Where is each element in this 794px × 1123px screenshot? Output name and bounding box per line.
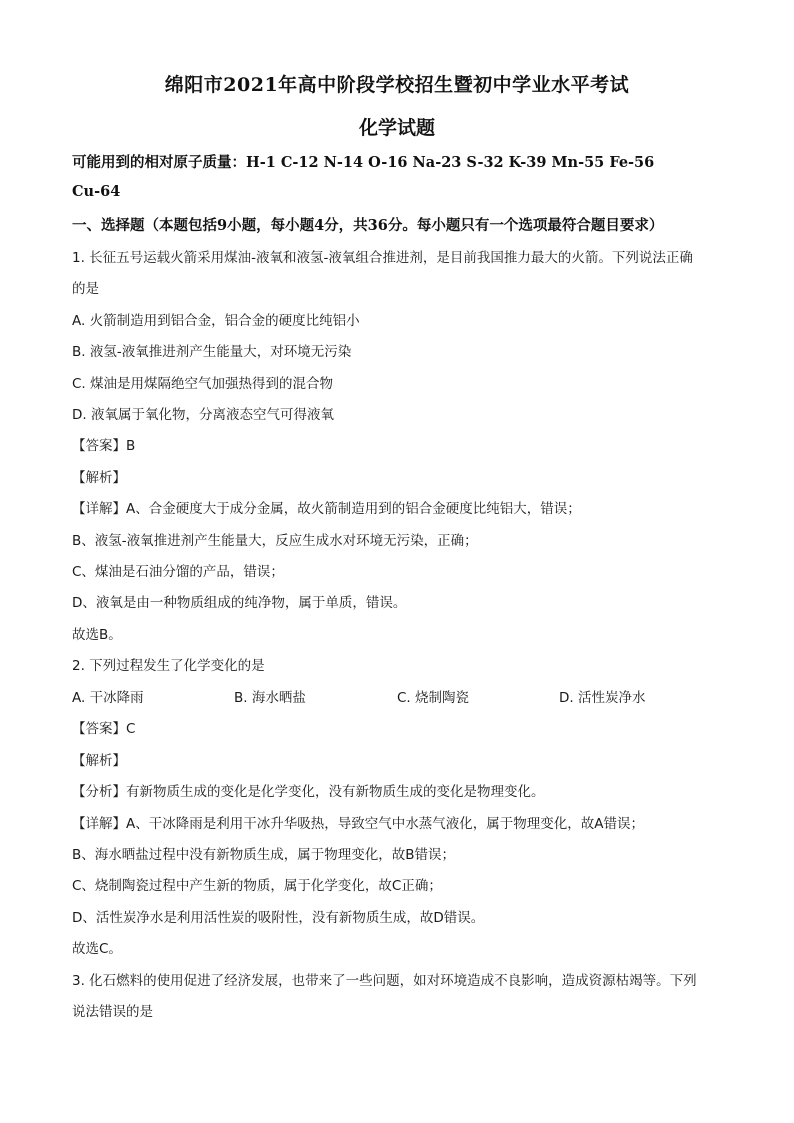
q3-stem-line-2: 说法错误的是 (72, 1004, 153, 1020)
q2-option-c: C. 烧制陶瓷 (397, 690, 470, 706)
q1-detail-c: C、煤油是石油分馏的产品，错误； (72, 564, 284, 580)
q2-stem: 2. 下列过程发生了化学变化的是 (72, 658, 265, 674)
q2-detail-b: B、海水晒盐过程中没有新物质生成，属于物理变化，故B错误； (72, 847, 456, 863)
q2-detail-c: C、烧制陶瓷过程中产生新的物质，属于化学变化，故C正确； (72, 878, 442, 894)
q2-conclusion: 故选C。 (72, 941, 122, 957)
q1-detail-d: D、液氧是由一种物质组成的纯净物，属于单质，错误。 (72, 595, 407, 611)
q2-answer: 【答案】C (72, 721, 136, 737)
q2-detail-d: D、活性炭净水是利用活性炭的吸附性，没有新物质生成，故D错误。 (72, 910, 485, 926)
q2-detail-a: 【详解】A、干冰降雨是利用干冰升华吸热，导致空气中水蒸气液化，属于物理变化，故A错误； (72, 816, 644, 832)
q2-option-a: A. 干冰降雨 (72, 690, 144, 706)
q1-analysis-label: 【解析】 (72, 470, 126, 486)
q2-analysis: 【分析】有新物质生成的变化是化学变化，没有新物质生成的变化是物理变化。 (72, 784, 545, 800)
atomic-masses-line-2: Cu-64 (72, 183, 121, 200)
exam-subject-title: 化学试题 (358, 117, 435, 139)
q1-stem-line-1: 1. 长征五号运载火箭采用煤油-液氧和液氢-液氧组合推进剂，是目前我国推力最大的火箭。下列说法正确 (72, 250, 693, 266)
q2-option-d: D. 活性炭净水 (559, 690, 646, 706)
q1-conclusion: 故选B。 (72, 627, 122, 643)
q1-answer: 【答案】B (72, 438, 136, 454)
q1-detail-a: 【详解】A、合金硬度大于成分金属，故火箭制造用到的铝合金硬度比纯铝大，错误； (72, 501, 581, 517)
q1-detail-b: B、液氢-液氧推进剂产生能量大，反应生成水对环境无污染，正确； (72, 533, 478, 549)
exam-title: 绵阳市2021年高中阶段学校招生暨初中学业水平考试 (164, 74, 630, 96)
section-heading-choice: 一、选择题（本题包括9小题，每小题4分，共36分。每小题只有一个选项最符合题目要求） (72, 217, 664, 234)
q2-option-b: B. 海水晒盐 (234, 690, 306, 706)
q2-analysis-label: 【解析】 (72, 753, 126, 769)
q3-stem-line-1: 3. 化石燃料的使用促进了经济发展，也带来了一些问题，如对环境造成不良影响，造成资源枯竭等。下列 (72, 973, 697, 989)
atomic-masses-line-1: 可能用到的相对原子质量：H-1 C-12 N-14 O-16 Na-23 S-32 K-39 Mn-55 Fe-56 (72, 154, 655, 171)
q1-stem-line-2: 的是 (72, 281, 99, 297)
q1-option-d: D. 液氧属于氧化物，分离液态空气可得液氧 (72, 407, 334, 423)
q1-option-a: A. 火箭制造用到铝合金，铝合金的硬度比纯铝小 (72, 313, 360, 329)
q1-option-b: B. 液氢-液氧推进剂产生能量大，对环境无污染 (72, 344, 352, 360)
q1-option-c: C. 煤油是用煤隔绝空气加强热得到的混合物 (72, 376, 334, 392)
